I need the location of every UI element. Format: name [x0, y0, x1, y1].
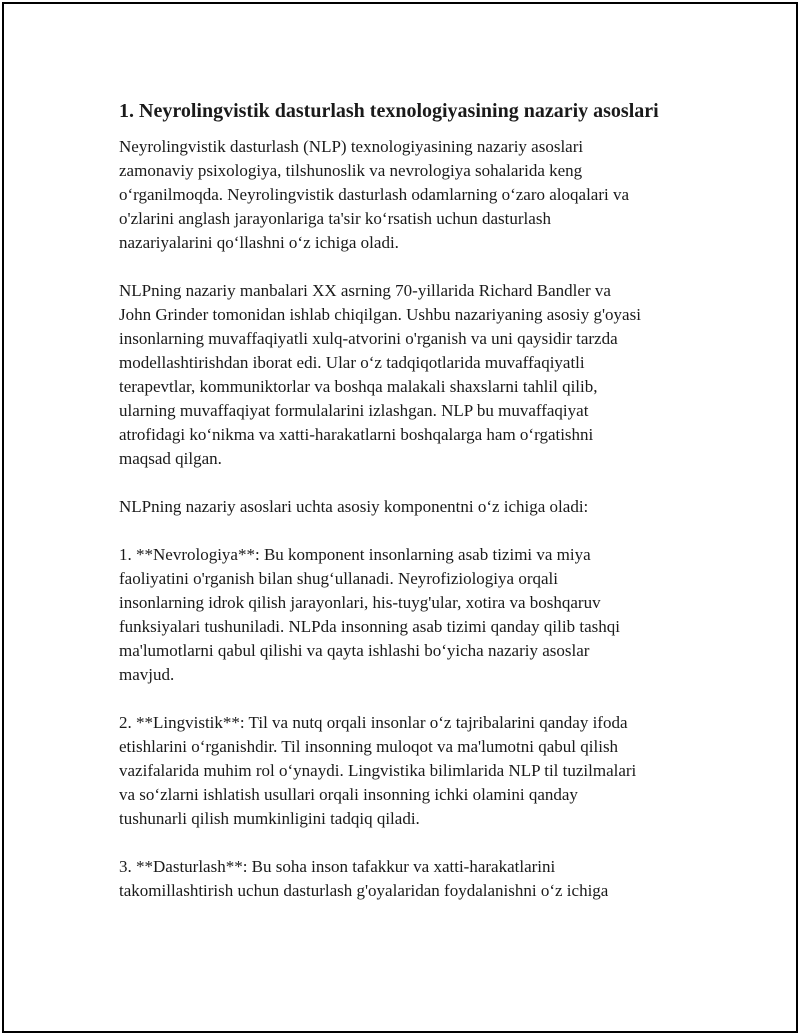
- paragraph-components-intro: NLPning nazariy asoslari uchta asosiy komponentni o‘z ichiga oladi:: [119, 497, 589, 516]
- paragraph-history: NLPning nazariy manbalari XX asrning 70-yillarida Richard Bandler va John Grinder tomonidan ishlab chiqilgan. Ushbu nazariyaning asosiy g'oyasi insonlarning muvaffaqiyatli xulq-atvorini o'rganish va uni qaysidir tarzda modellashtirishdan iborat edi. Ular o‘z tadqiqotlarida muvaffaqiyatli terapevtlar, kommuniktorlar va boshqa malakali shaxslarni tahlil qilib, ularning muvaffaqiyat formulalarini izlashgan. NLP bu muvaffaqiyat atrofidagi ko‘nikma va xatti-harakatlarni boshqalarga ham o‘rgatishni maqsad qilgan.: [119, 281, 641, 468]
- document-body: [119, 97, 699, 927]
- list-item-linguistic: 2. **Lingvistik**: Til va nutq orqali insonlar o‘z tajribalarini qanday ifoda etishlarini o‘rganishdir. Til insonning muloqot va ma'lumotni qabul qilish vazifalarida muhim rol o‘ynaydi. Lingvistika bilimlarida NLP til tuzilmalari va so‘zlarni ishlatish usullari orqali insonning ichki olamini qanday tushunarli qilish mumkinligini tadqiq qiladi.: [119, 713, 637, 828]
- list-item-programming: 3. **Dasturlash**: Bu soha inson tafakkur va xatti-harakatlarini takomillashtirish uchun dasturlash g'oyalaridan foydalanishni o‘z ichiga: [119, 857, 609, 900]
- section-heading: 1. Neyrolingvistik dasturlash texnologiyasining nazariy asoslari: [119, 100, 659, 122]
- list-item-neurology: 1. **Nevrologiya**: Bu komponent insonlarning asab tizimi va miya faoliyatini o'rganish bilan shug‘ullanadi. Neyrofiziologiya orqali insonlarning idrok qilish jarayonlari, his-tuyg'ular, xotira va boshqaruv funksiyalari tushuniladi. NLPda insonning asab tizimi qanday qilib tashqi ma'lumotlarni qabul qilishi va qayta ishlashi bo‘yicha nazariy asoslar mavjud.: [119, 545, 620, 684]
- paragraph-intro: Neyrolingvistik dasturlash (NLP) texnologiyasining nazariy asoslari zamonaviy psixologiya, tilshunoslik va nevrologiya sohalarida keng o‘rganilmoqda. Neyrolingvistik dasturlash odamlarning o‘zaro aloqalari va o'zlarini anglash jarayonlariga ta'sir ko‘rsatish uchun dasturlash nazariyalarini qo‘llashni o‘z ichiga oladi.: [119, 137, 630, 252]
- page-frame: [2, 2, 798, 1033]
